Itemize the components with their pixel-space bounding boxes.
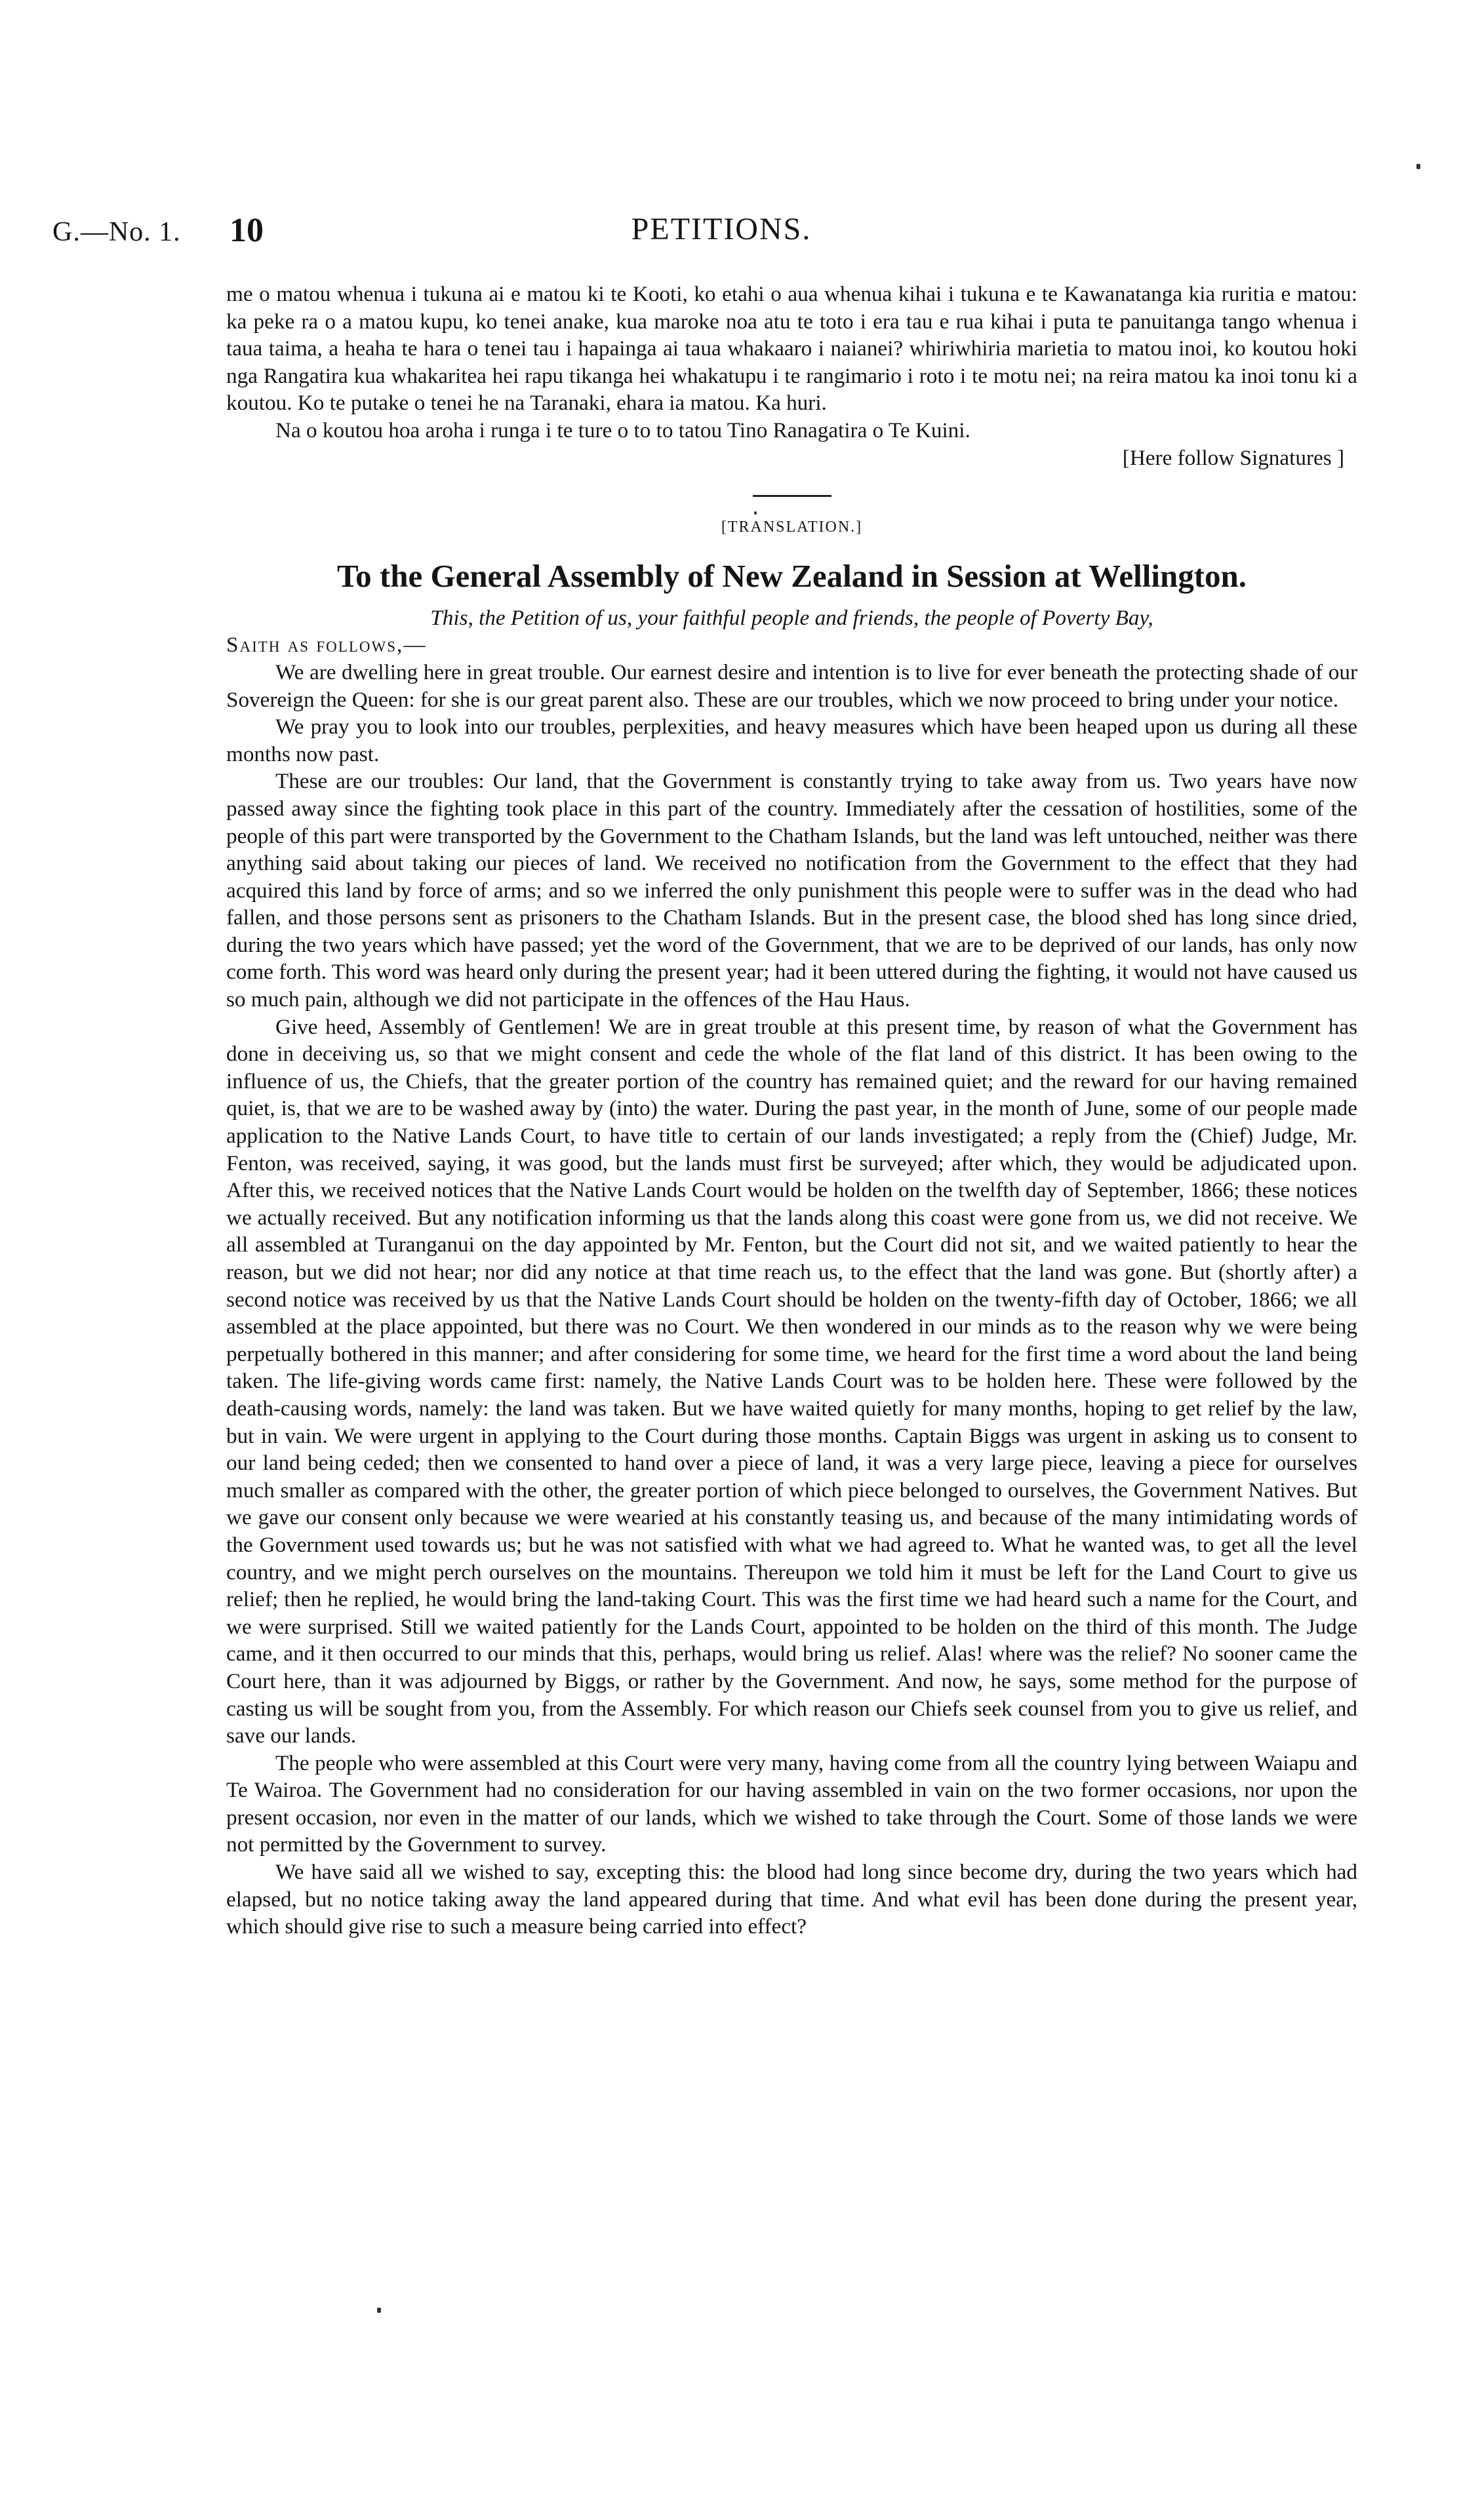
- page-number: 10: [230, 212, 264, 249]
- translation-paragraph-6: We have said all we wished to say, excepting this: the blood had long since become dry, during the two years which had elapsed, but no notice taking away the land appeared during that time. And what evil has been done during the present year, which should give rise to such a measure being carried into effect?: [226, 1860, 1357, 1939]
- translation-paragraph-4: Give heed, Assembly of Gentlemen! We are in great trouble at this present time, by reason of what the Government has done in deceiving us, so that we might consent and cede the whole of the flat land of this district. It has been owing to the influence of us, the Chiefs, that the greater portion of the country has remained quiet; and the reward for our having remained quiet, is, that we are to be washed away by (into) the water. During the past year, in the month of June, some of our people made application to the Native Lands Court, to have title to certain of our lands investigated; a reply from the (Chief) Judge, Mr. Fenton, was received, saying, it was good, but the lands must first be surveyed; after which, they would be adjudicated upon. After this, we received notices that the Native Lands Court would be holden on the twelfth day of September, 1866; these notices we actually received. But any notification informing us that the lands along this coast were gone from us, we did not receive. We all assembled at Turanganui on the day appointed by Mr. Fenton, but the Court did not sit, and we waited patiently to hear the reason, but we did not hear; nor did any notice at that time reach us, to the effect that the land was gone. But (shortly after) a second notice was received by us that the Native Lands Court should be holden on the twenty-fifth day of October, 1866; we all assembled at the place appointed, but there was no Court. We then wondered in our minds as to the reason why we were being perpetually bothered in this manner; and after considering for some time, we heard for the first time a word about the land being taken. The life-giving words came first: namely, the Native Lands Court was to be holden here. These were followed by the death-causing words, namely: the land was taken. But we have waited quietly for many months, hoping to get relief by the law, but in vain. We were urgent in applying to the Court during those months. Captain Biggs was urgent in asking us to consent to our land being ceded; then we consented to hand over a piece of land, it was a very large piece, leaving a piece for ourselves much smaller as compared with the other, the greater portion of which piece belonged to ourselves, the Government Natives. But we gave our consent only because we were wearied at his constantly teasing us, and because of the many intimidating words of the Government used towards us; but he was not satisfied with what we had agreed to. What he wanted was, to get all the level country, and we might perch ourselves on the mountains. Thereupon we told him it must be left for the Land Court to give us relief; then he replied, he would bring the land-taking Court. This was the first time we had heard such a name for the Court, and we were surprised. Still we waited patiently for the Lands Court, appointed to be holden on the third of this month. The Judge came, and it then occurred to our minds that this, perhaps, would bring us relief. Alas! where was the relief? No sooner came the Court here, than it was adjourned by Biggs, or rather by the Government. And now, he says, some method for the purpose of casting us will be sought from you, from the Assembly. For which reason our Chiefs seek counsel from you to give us relief, and save our lands.: [226, 1014, 1357, 1748]
- document-reference: G.—No. 1.: [52, 217, 181, 247]
- margin-speck: [377, 2308, 381, 2313]
- section-divider: [753, 495, 831, 497]
- maori-closing: Na o koutou hoa aroha i runga i te ture o to to tatou Tino Ranagatira o Te Kuini.: [275, 418, 971, 443]
- translation-paragraph-5: The people who were assembled at this Court were very many, having come from all the country lying between Waiapu and Te Wairoa. The Government had no consideration for our having assembled in vain on the two former occasions, nor upon the present occasion, nor even in the matter of our lands, which we wished to take through the Court. Some of those lands we were not permitted by the Government to survey.: [226, 1750, 1357, 1857]
- translation-paragraph-1: We are dwelling here in great trouble. Our earnest desire and intention is to live for ever beneath the protecting shade of our Sovereign the Queen: for she is our great parent also. These are our troubles, which we now proceed to bring under your notice.: [226, 660, 1357, 712]
- petition-heading: To the General Assembly of New Zealand in Session at Wellington.: [336, 557, 1247, 594]
- signatures-note: [Here follow Signatures ]: [1122, 445, 1344, 470]
- running-head: [52, 211, 1390, 257]
- petition-intro: This, the Petition of us, your faithful people and friends, the people of Poverty Bay,: [430, 605, 1153, 630]
- page-header-title: PETITIONS.: [631, 212, 812, 246]
- margin-speck: [754, 511, 757, 515]
- maori-paragraph: me o matou whenua i tukuna ai e matou ki te Kooti, ko etahi o aua whenua kihai i tukuna e te Kawanatanga kia ruritia e matou: ka peke ra o a matou kupu, ko tenei anake, kua maroke noa atu te toto i era tau e rua kihai i puta te panuitanga tango whenua i taua taima, a heaha te hara o tenei tau i hapainga ai taua whakaaro i naianei? whiriwhiria marietia to matou inoi, ko koutou hoki nga Rangatira kua whakaritea hei rapu tikanga hei whakatupu i te rangimario i roto i te motu nei; na reira matou ka inoi tonu ki a koutou. Ko te putake o tenei he na Taranaki, ehara ia matou. Ka huri.: [226, 282, 1357, 416]
- translation-paragraph-3: These are our troubles: Our land, that the Government is constantly trying to take away from us. Two years have now passed away since the fighting took place in this part of the country. Immediately after the cessation of hostilities, some of the people of this part were transported by the Government to the Chatham Islands, but the land was left untouched, neither was there anything said about taking our pieces of land. We received no notification from the Government to the effect that they had acquired this land by force of arms; and so we inferred the only punishment this people were to suffer was in the dead who had fallen, and those persons sent as prisoners to the Chatham Islands. But in the present case, the blood shed has long since dried, during the two years which have passed; yet the word of the Government, that we are to be deprived of our lands, has only now come forth. This word was heard only during the present year; had it been uttered during the fighting, it would not have caused us so much pain, although we did not participate in the offences of the Hau Haus.: [226, 769, 1357, 1012]
- translation-label: [TRANSLATION.]: [721, 519, 863, 536]
- document-body: [226, 281, 1357, 1940]
- saith-as-follows: Saith as follows,—: [226, 633, 427, 658]
- translation-paragraph-2: We pray you to look into our troubles, perplexities, and heavy measures which have been heaped upon us during all these months now past.: [226, 715, 1357, 766]
- margin-speck: [1416, 164, 1420, 169]
